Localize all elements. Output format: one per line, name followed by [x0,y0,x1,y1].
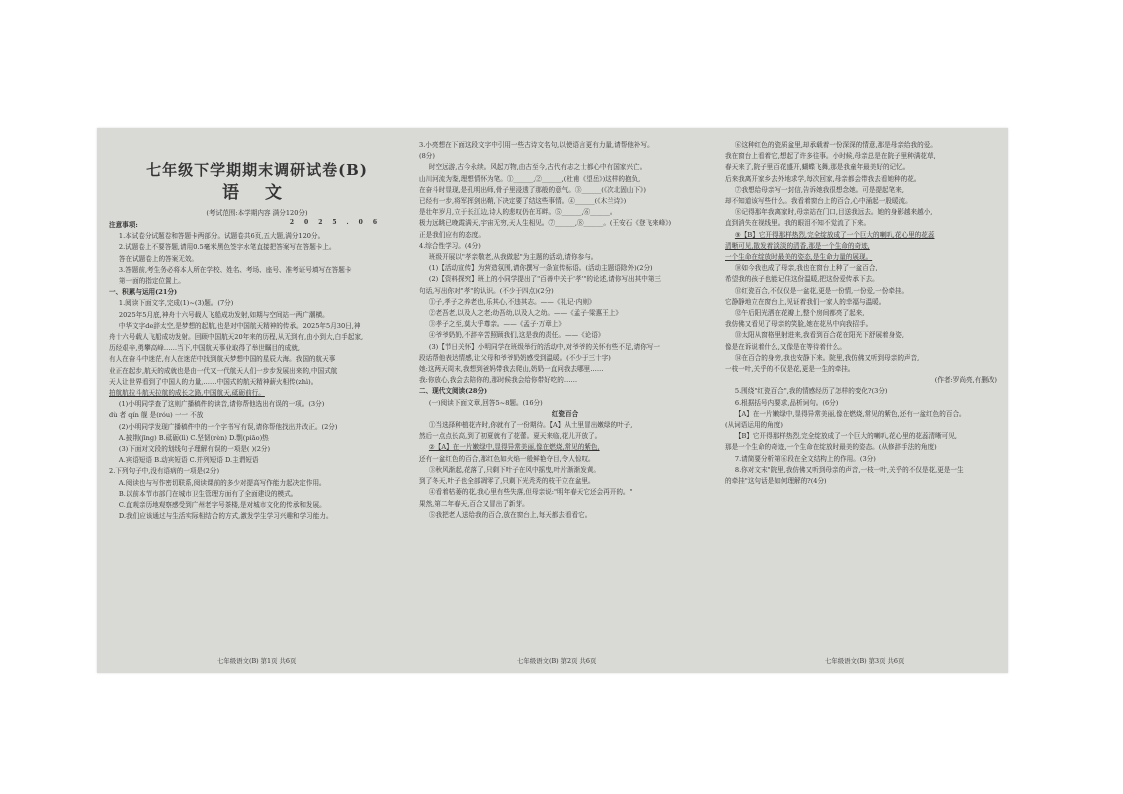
question-text: 7.请简要分析第⑥段在全文结构上的作用。(3分) [734,454,876,463]
question-text: (从词语运用的角度) [725,421,783,430]
exam-date: 2025.06 [289,219,387,226]
article-line: 它静静地立在窗台上,见证着我们一家人的幸福与温暖。 [725,297,886,306]
article-line: 却不知道该写些什么。我看着窗台上的百合,心中涌起一股暖流。 [725,197,912,206]
passage-line: 业正在起步,航天的成就也是由一代又一代航天人们一步步发展出来的,中国式航 [109,366,338,375]
question-text: (1)小明同学查了这则广播稿件的读音,请你帮他选出有误的一项。(3分) [118,400,325,409]
question-text: 那是一个生命的奇迹,一个生命在绽放时最美的姿态。(从修辞手法的角度) [725,443,937,452]
passage-line: 舟十六号载人飞船成功发射。回顾中国航天20年来的历程,从无到有,由小到大,白手起家, [109,333,364,342]
article-author: (作者:罗尚亮,有删改) [934,376,997,385]
notice-line: 2.试题卷上不要答题,请用0.5毫米黑色签字水笔直接把答案写在答题卡上。 [118,243,336,252]
exam-range: (考试范围:本学期内容 满分120分) [206,209,308,217]
question-points: (8分) [419,152,435,161]
question-text: (2)【资料探究】班上的小同学提出了"百善中关于'孝'"的论述,请你写出其中第三 [428,275,662,284]
fill-line: 时空远游,古今永续。风起万物,由古至今,古代有志之士都心中有国家兴亡。 [428,163,647,172]
fill-line: 已经有一步,将军挥剑出鞘,下决定要了结这些事情。④______(《木兰诗》) [419,197,627,206]
question-text: 8.你对文末"院里,我仿佛又听到母亲的声音,一枝一叶,关乎的不仅是花,更是一生 [734,465,964,474]
article-line: 我仿佛又看见了母亲的笑脸,她在花丛中向我招手。 [725,320,873,329]
question-text: 1.阅读下面文字,完成(1)~(3)题。(7分) [118,299,234,308]
fill-line: 在奋斗时显现,是孔明出师,骨子里浸透了那般的意气。③______(《次北固山下》) [419,185,646,194]
article-line: ⑬太阳从窗格里射进来,我看到百合花在阳光下舒展着身姿, [734,331,904,340]
fill-line: 正是我们应有的态度。 [419,230,485,239]
article-line: ⑤我把老人送给我的百合,放在窗台上,每天都去看看它。 [428,510,592,519]
passage-line: 中华文字de辞太空,是梦想的起航,也是对中国航天精神的传承。2025年5月30日,神 [118,321,361,330]
notice-title: 注意事项: [109,221,138,229]
article-line: 果然,第二年春天,百合又冒出了新芽。 [419,499,529,508]
question-text: 2.下列句子中,没有语病的一项是(2分) [109,467,220,476]
article-line: 还有一盆红色的百合,那红色如火焰一般鲜艳夺目,令人惊叹。 [419,454,595,463]
passage-line: 历经艰辛,勇攀高峰……当下,中国航天事业取得了举世瞩目的成就, [109,344,300,353]
question-text: 6.根据括号内要求,品析词句。(6分) [734,398,839,407]
question-text: 段话帮他表达情感,让父母和爷爷奶奶感受到温暖。(不少于三十字) [419,353,611,362]
article-line: ①当选择种植花卉时,你就有了一份期待。【A】从土里冒出嫩绿的叶子, [428,421,633,430]
option-line: C.直观亲历地观察感受到广州老字号茶楼,是对城市文化的传承和发展。 [118,501,326,510]
article-line: 春天来了,院子里百花盛开,蝴蝶飞舞,那是我童年最美好的记忆。 [725,163,910,172]
subject-title: 语 文 2025.06 [109,180,405,206]
notice-line: 1.本试卷分试题卷和答题卡两部分。试题卷共6页,五大题,满分120分。 [118,232,325,241]
passage-line: 拍航航拉斗航天拉航的成长之路,中国航天,砥砺前行。 [109,389,265,398]
article-line: ⑪红瓷百合,不仅仅是一盆花,更是一份情,一份爱,一份牵挂。 [734,286,909,295]
article-line: 像是在诉说着什么,又像是在等待着什么。 [725,342,846,351]
fill-line: 极力远眺已晚霞满天,宇宙无穷,天人生相见。⑦______,⑧______。(王安石《登飞来峰》) [419,219,672,228]
article-line: ⑨【B】它开得那样热烈,完全绽放成了一个巨大的喇叭,花心里的花蕊 [734,230,935,239]
article-line: ②【A】在一片嫩绿中,显得异常美丽,像在燃烧,常见的紫色, [428,443,600,452]
article-line: ⑭在百合的身旁,我也安静下来。院里,我仿佛又听到母亲的声音, [734,353,920,362]
article-line: ⑧记得那年我离家时,母亲站在门口,目送我远去。她的身影越来越小, [734,208,933,217]
article-line: 希望我的孩子也能记住这份温暖,把这份爱传承下去。 [725,275,879,284]
article-line: 直到消失在视线里。我的眼泪不知不觉流了下来。 [725,219,871,228]
article-line: 一枝一叶,关乎的不仅是花,更是一生的牵挂。 [725,365,855,374]
options: A.宾语短语 B.动宾短语 C.并列短语 D.主谓短语 [118,456,259,465]
article-line: 一个生命在绽放时最美的姿态,是生命力量的展现。 [725,253,873,262]
exam-title: 七年级下学期期末调研试卷(B) [146,161,368,179]
passage-line: 有人在奋斗中迷茫,有人在迷茫中找到航天梦想中国的星辰大海。我国的航天事 [109,355,336,364]
fill-line: 是壮年岁月,立于长江边,诗人的悲叹仍在耳畔。⑤______,⑥______。 [419,208,617,217]
question-text: 【A】在一片嫩绿中,显得异常美丽,像在燃烧,常见的紫色,还有一盆红色的百合。 [734,409,966,418]
article-title: 红瓷百合 [551,409,579,418]
section-heading: 一、积累与运用(21分) [109,288,178,297]
option-line: D.我们应该通过与生活实际相结合的方式,激发学生学习兴趣和学习能力。 [118,512,333,521]
article-line: ③秋风渐起,花落了,只剩下叶子在风中摇曳,叶片渐渐发黄。 [428,465,601,474]
page-2 [419,140,711,643]
quote-line: ②老吾老,以及人之老;幼吾幼,以及人之幼。——《孟子·梁惠王上》 [428,309,623,318]
fill-line: 山川河流为鉴,理想情怀为笔。①______,②______,(杜甫《望岳》)这样的抱负, [419,174,641,183]
question-text: 句话,写出你对"孝"的认识。(不少于四点)(2分) [419,286,554,295]
article-line: 后来我离开家乡去外地求学,每次回家,母亲都会带我去看她种的花。 [725,174,921,183]
dialogue-line: 她:这两天周末,我想到爸妈带我去爬山,奶奶一直问我去哪里…… [419,365,604,374]
page-1 [109,140,405,643]
article-line: ④看着枯萎的花,我心里有些失落,但母亲说:"明年春天它还会再开的。" [428,488,633,497]
section-heading: 二、现代文阅读(28分) [419,387,488,396]
question-text: (1)【活动宣传】为营造氛围,请你撰写一条宣传标语。(活动主题语除外)(2分) [428,264,653,273]
passage-line: 天人让世界看到了中国人的力量,……中国式的航天精神薪火相传(zhì)。 [109,377,318,386]
options: A.披荆(jīng) B.砥砺(lì) C.坚韧(rèn) D.剽(piāo)热 [118,433,269,442]
article-line: ⑫午后阳光洒在花瓣上,整个房间都亮了起来, [734,309,865,318]
article-line: ⑩如今我也成了母亲,我也在窗台上种了一盆百合, [734,264,878,273]
article-line: 然后一点点长高,到了初夏就有了花蕾。夏天来临,花儿开放了。 [419,432,602,441]
part-heading: (一)阅读下面文章,回答5~8题。(16分) [428,398,543,407]
quote-line: ④爷爷奶奶,不辞辛苦照顾我们,这是我的责任。——《论语》 [428,331,605,340]
dialogue-line: 我:你放心,我会去陪你的,那时候我会给你带好吃的…… [419,376,578,385]
notice-line: 答在试题卷上的答案无效。 [118,254,199,263]
question-text: 3.小亮想在下面这段文字中引用一些古诗文名句,以使语言更有力量,请帮他补写。 [419,141,654,149]
exam-sheet [97,128,1008,673]
article-line: ⑥这种红色的瓷质盆里,却承载着一份深深的情意,那是母亲给我的爱。 [734,141,937,149]
page-footer: 七年级语文(B) 第2页 共6页 [517,657,597,665]
option-line: B.以前本节市部门在城市卫生管理方面有了全面建设的模式。 [118,489,298,498]
article-line: ⑦我想给母亲写一封信,告诉她我很想念她。可是提起笔来, [734,185,904,194]
page-footer: 七年级语文(B) 第3页 共6页 [825,657,905,665]
option-line: A.阅读也与写作密切联系,阅读课前的多少对提高写作能力起决定作用。 [118,478,326,487]
article-line: 到了冬天,叶子也全部凋零了,只剩下光秃秃的枝干立在盆里。 [419,477,595,486]
page-3 [725,140,997,643]
notice-line: 3.答题前,考生务必将本人所在学校、姓名、考场、座号、准考证号填写在答题卡 [118,265,352,274]
question-text: 【B】它开得那样热烈,完全绽放成了一个巨大的喇叭,花心里的花蕊清晰可见, [734,432,958,441]
question-text: (3)下面对文段的划线句子理解有误的一项是( )(2分) [118,445,271,454]
question-text: 5.围绕"红瓷百合",我的情感经历了怎样的变化?(3分) [734,387,888,396]
page-footer: 七年级语文(B) 第1页 共6页 [217,657,297,665]
question-text: (2)小明同学发现广播稿件中的一个字书写有误,请你帮他找出并改正。(2分) [118,422,338,431]
question-text: 班级开展以"孝亲敬老,从我做起"为主题的活动,请你参与。 [428,253,598,262]
question-text: 4.综合性学习。(4分) [419,241,481,250]
quote-line: ③孝子之至,莫大乎尊亲。——《孟子·万章上》 [428,320,565,329]
article-line: 我在窗台上看着它,想起了许多往事。小时候,母亲总是在院子里种满花草, [725,152,936,161]
question-text: 的牵挂"这句话是如何理解的?(4分) [725,477,827,486]
notice-line: 第一面的指定位置上。 [118,277,185,286]
article-line: 清晰可见,散发着淡淡的清香,那是一个生命的奇迹, [725,241,870,250]
answer-blanks: dù 者 qín 舰 是(róu) 一一 不放 [109,411,204,420]
quote-line: ①子,孝子之养老也,乐其心,不违其志。——《礼记·内则》 [428,297,596,306]
question-text: (3)【节日关怀】小明同学在班级举行的活动中,对爷爷的关怀有些不足,请你写一 [428,342,661,351]
passage-line: 2025年5月底,神舟十六号载人飞船成功发射,如期与空间站一两广潮横。 [118,310,329,319]
